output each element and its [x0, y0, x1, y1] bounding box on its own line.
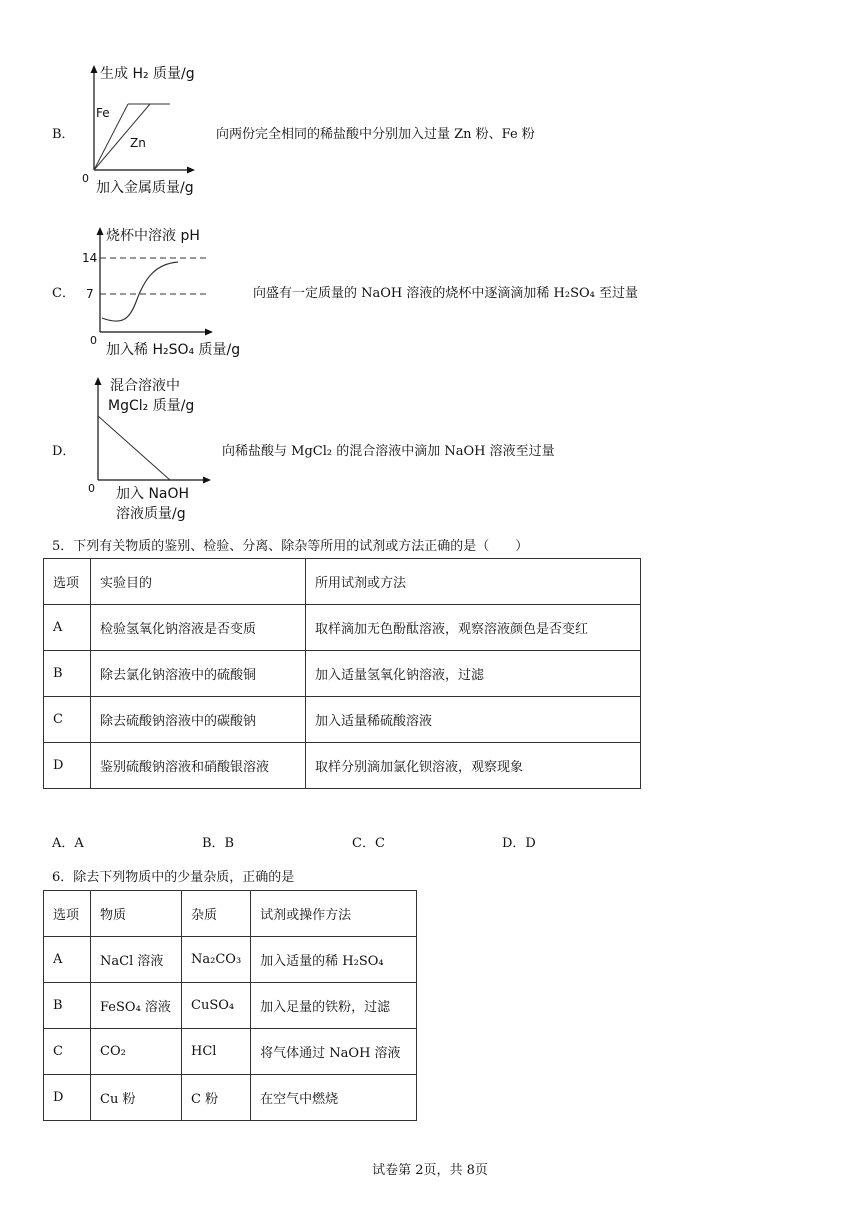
table-cell: Cu 粉: [91, 1075, 182, 1121]
table-cell: 加入适量氢氧化钠溶液，过滤: [306, 651, 641, 697]
table-row: [44, 743, 641, 789]
table-cell: B: [44, 651, 91, 697]
header-cell: 所用试剂或方法: [306, 559, 641, 605]
table-cell: D: [44, 1075, 91, 1121]
graph-d: [78, 372, 228, 527]
table-row: [44, 1075, 417, 1121]
option-b-desc: 向两份完全相同的稀盐酸中分别加入过量 Zn 粉、Fe 粉: [216, 127, 535, 142]
ph-curve: [102, 262, 178, 321]
y-axis-label-b: 生成 H₂ 质量/g: [100, 66, 195, 82]
table-cell: 加入适量稀硫酸溶液: [306, 697, 641, 743]
answer-choice-b: B．B: [202, 836, 235, 851]
table-cell: 除去氯化钠溶液中的硫酸铜: [91, 651, 306, 697]
q5-question: 5．下列有关物质的鉴别、检验、分离、除杂等所用的试剂或方法正确的是（ ）: [52, 539, 529, 554]
y-axis-label-c: 烧杯中溶液 pH: [106, 228, 200, 244]
x-axis-label-d1: 加入 NaOH: [116, 486, 190, 502]
table-cell: CuSO₄: [182, 983, 251, 1029]
table-cell: FeSO₄ 溶液: [91, 983, 182, 1029]
x-axis-label-b: 加入金属质量/g: [96, 180, 194, 196]
answer-choice-c: C．C: [352, 836, 385, 851]
fe-label: Fe: [96, 106, 110, 120]
header-cell: 选项: [44, 559, 91, 605]
table-row: [44, 651, 641, 697]
table-row: [44, 937, 417, 983]
origin-c: 0: [90, 334, 97, 347]
origin-d: 0: [88, 482, 95, 495]
graph-b: [78, 62, 208, 200]
table-cell: Na₂CO₃: [182, 937, 251, 983]
table-cell: C: [44, 1029, 91, 1075]
table-row: [44, 605, 641, 651]
table-row: [44, 983, 417, 1029]
answer-choice-a: A．A: [52, 836, 84, 851]
option-b-letter: B．: [52, 127, 75, 142]
option-c-desc: 向盛有一定质量的 NaOH 溶液的烧杯中逐滴滴加稀 H₂SO₄ 至过量: [253, 286, 638, 301]
table-cell: 在空气中燃烧: [251, 1075, 417, 1121]
tick-7: 7: [86, 287, 94, 301]
header-cell: 实验目的: [91, 559, 306, 605]
table-cell: 检验氢氧化钠溶液是否变质: [91, 605, 306, 651]
table-cell: A: [44, 605, 91, 651]
table-cell: NaCl 溶液: [91, 937, 182, 983]
table-header-row: [44, 559, 641, 605]
table-header-row: [44, 891, 417, 937]
x-axis-label-c: 加入稀 H₂SO₄ 质量/g: [106, 342, 241, 358]
zn-label: Zn: [130, 136, 146, 150]
table-cell: HCl: [182, 1029, 251, 1075]
answer-choice-d: D．D: [502, 836, 536, 851]
table-cell: 鉴别硫酸钠溶液和硝酸银溶液: [91, 743, 306, 789]
y-axis-label-d1: 混合溶液中: [110, 378, 180, 394]
graph-c: [78, 222, 253, 362]
table-cell: 取样分别滴加氯化钡溶液，观察现象: [306, 743, 641, 789]
table-cell: B: [44, 983, 91, 1029]
page-footer: 试卷第 2页，共 8页: [372, 1163, 488, 1178]
table-row: [44, 1029, 417, 1075]
option-d-desc: 向稀盐酸与 MgCl₂ 的混合溶液中滴加 NaOH 溶液至过量: [222, 444, 555, 459]
x-axis-label-d2: 溶液质量/g: [116, 506, 186, 522]
table-cell: CO₂: [91, 1029, 182, 1075]
y-axis-label-d2: MgCl₂ 质量/g: [108, 398, 195, 414]
q5-table: [43, 558, 641, 789]
table-cell: 取样滴加无色酚酞溶液，观察溶液颜色是否变红: [306, 605, 641, 651]
tick-14: 14: [82, 251, 98, 265]
table-cell: 将气体通过 NaOH 溶液: [251, 1029, 417, 1075]
header-cell: 物质: [91, 891, 182, 937]
mgcl2-line: [98, 416, 170, 480]
q6-question: 6．除去下列物质中的少量杂质，正确的是: [52, 870, 295, 885]
header-cell: 试剂或操作方法: [251, 891, 417, 937]
table-cell: 除去硫酸钠溶液中的碳酸钠: [91, 697, 306, 743]
q6-table: [43, 890, 417, 1121]
table-row: [44, 697, 641, 743]
origin-b: 0: [82, 172, 89, 185]
table-cell: D: [44, 743, 91, 789]
table-cell: C: [44, 697, 91, 743]
table-cell: A: [44, 937, 91, 983]
header-cell: 杂质: [182, 891, 251, 937]
option-c-letter: C．: [52, 286, 75, 301]
table-cell: C 粉: [182, 1075, 251, 1121]
table-cell: 加入足量的铁粉，过滤: [251, 983, 417, 1029]
option-d-letter: D．: [52, 444, 76, 459]
table-cell: 加入适量的稀 H₂SO₄: [251, 937, 417, 983]
header-cell: 选项: [44, 891, 91, 937]
